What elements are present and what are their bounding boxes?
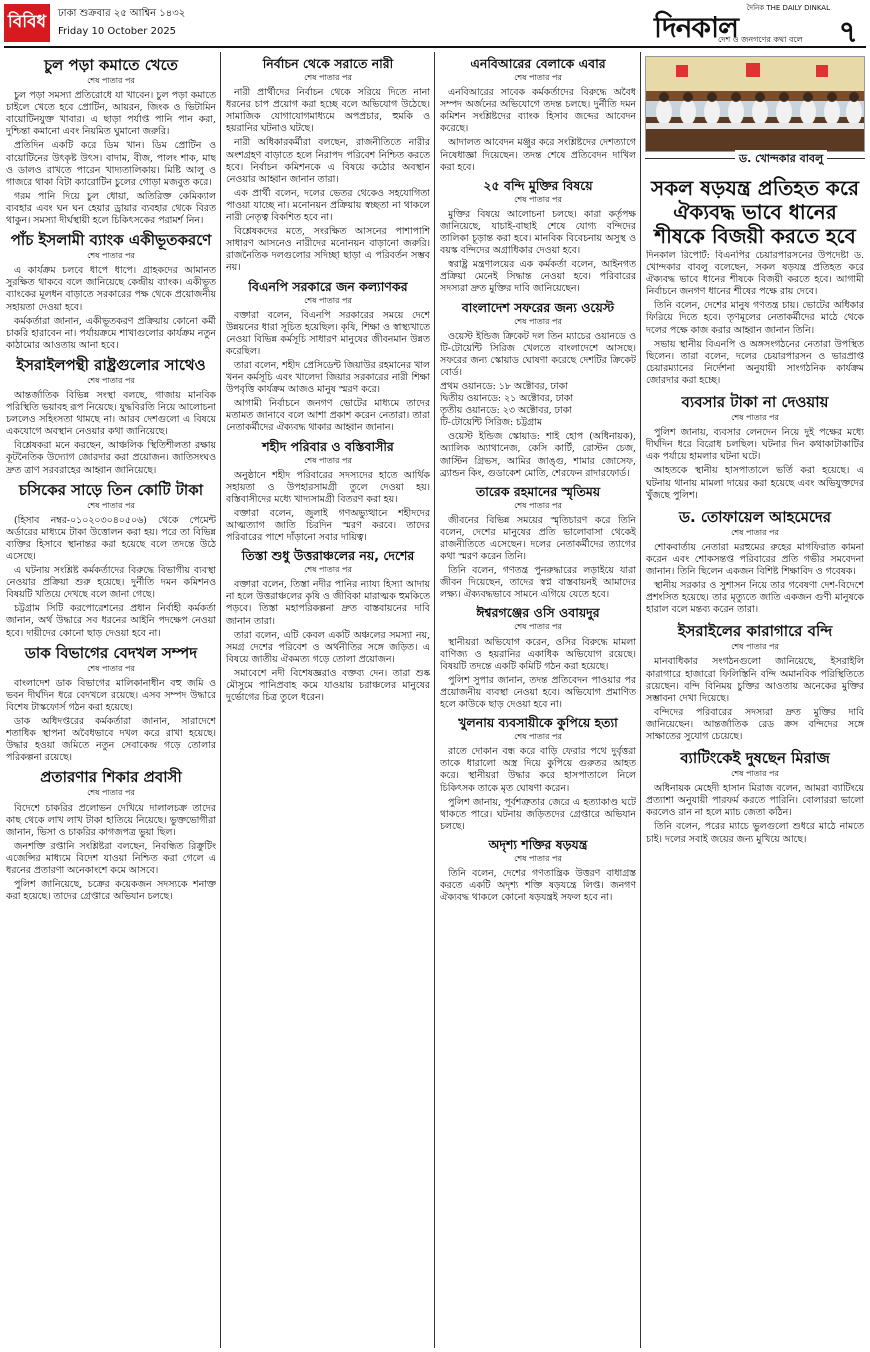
paragraph: পুলিশ জানায়, পূর্বশত্রুতার জেরে এ হত্যাকাণ্ড ঘটে থাকতে পারে। ঘটনায় জড়িতদের গ্রেপ্তারে অভিযান চলছে। [440, 796, 636, 832]
column-divider [640, 52, 641, 1348]
paragraph: তিনি বলেন, পরের ম্যাচে ভুলগুলো শুধরে মাঠে নামতে চাই। দলের সবাই জয়ের জন্য মুখিয়ে আছে। [646, 821, 864, 845]
newspaper-logo: দিনকাল [654, 11, 739, 44]
paragraph: দিনকাল রিপোর্ট: বিএনপির চেয়ারপারসনের উপদেষ্টা ড. খোন্দকার বাবলু বলেছেন, সকল ষড়যন্ত্র প্রতিহত করে ঐক্যবদ্ধ ভাবে ধানের শীষকে বিজয়ী করতে হবে। আগামী নির্বাচনে জনগণ ধানের শীষের পক্ষে রায় দেবে। [646, 250, 864, 298]
paragraph: স্থানীয় সরকার ও সুশাসন নিয়ে তার গবেষণা দেশ-বিদেশে প্রশংসিত হয়েছে। তার মৃত্যুতে জাতি একজন গুণী মানুষকে হারাল বলে মন্তব্য করেন তারা। [646, 580, 864, 616]
paragraph: কর্মকর্তারা জানান, একীভূতকরণ প্রক্রিয়ায় কোনো কর্মী চাকরি হারাবেন না। পর্যায়ক্রমে শাখাগুলোর কার্যক্রম নতুন কাঠামোর আওতায় আনা হবে। [6, 315, 216, 351]
paragraph: ওয়েস্ট ইন্ডিজ ক্রিকেট দল তিন ম্যাচের ওয়ানডে ও টি-টোয়েন্টি সিরিজ খেলতে বাংলাদেশে আসছে। সফরের জন্য স্কোয়াড ঘোষণা করেছে দেশটির ক্রিকেট বোর্ড। [440, 330, 636, 378]
paragraph: বক্তারা বলেন, বিএনপি সরকারের সময়ে দেশে উন্নয়নের ধারা সূচিত হয়েছিল। কৃষি, শিক্ষা ও স্বাস্থ্যখাতে নেওয়া বিভিন্ন কর্মসূচি সাধারণ মানুষের জীবনমান উন্নত করেছিল। [226, 309, 430, 357]
section-label: বিবিধ [4, 4, 50, 42]
paragraph: তিনি বলেন, গণতন্ত্র পুনরুদ্ধারের লড়াইয়ে যারা জীবন দিয়েছেন, তাদের স্বপ্ন বাস্তবায়নই আমাদের লক্ষ্য। ঐক্যবদ্ধভাবে সামনে এগিয়ে যেতে হবে। [440, 565, 636, 601]
headline: এনবিআরের বেলাকে এবার [470, 56, 606, 71]
paragraph: আগামী নির্বাচনে জনগণ ভোটের মাধ্যমে তাদের মতামত জানাবে বলে আশা প্রকাশ করেন নেতারা। তারা নেতাকর্মীদের ঐক্যবদ্ধ থাকার আহ্বান জানান। [226, 398, 430, 434]
continued-label: শেষ পাতার পর [304, 565, 352, 575]
paragraph: তিনি বলেন, দেশের গণতান্ত্রিক উত্তরণ বাধাগ্রস্ত করতে একটি অদৃশ্য শক্তি ষড়যন্ত্রে লিপ্ত। জনগণ ঐক্যবদ্ধ থাকলে কোনো ষড়যন্ত্রই সফল হবে না। [440, 867, 636, 904]
page-number: ৭ [838, 15, 858, 50]
newspaper-slogan: দেশ ও জনগণের কথা বলে [718, 35, 803, 44]
paragraph: তারা বলেন, শহীদ প্রেসিডেন্ট জিয়াউর রহমানের খাল খনন কর্মসূচি এবং খালেদা জিয়ার সরকারের নারী শিক্ষা উপবৃত্তি কার্যক্রম আজও মানুষ স্মরণ করে। [226, 359, 430, 396]
paragraph: বক্তারা বলেন, জুলাই গণঅভ্যুত্থানে শহীদদের আত্মত্যাগ জাতি চিরদিন স্মরণ করবে। তাদের পরিবারের পাশে দাঁড়ানো সবার দায়িত্ব। [226, 507, 430, 544]
headline: ঈশ্বরগঞ্জের ওসি ওবায়দুর [476, 605, 600, 621]
headline: তারেক রহমানের স্মৃতিময় [475, 483, 601, 499]
paragraph: আদালত আবেদন মঞ্জুর করে সংশ্লিষ্টদের দেশত্যাগে নিষেধাজ্ঞা দিয়েছেন। তদন্ত শেষে প্রতিবেদন দাখিল করা হবে। [440, 137, 636, 173]
photo-illustration [646, 57, 865, 152]
paragraph: ডাক অধিদপ্তরের কর্মকর্তারা জানান, সারাদেশে শতাধিক স্থাপনা অবৈধভাবে দখল করে রাখা হয়েছে। উদ্ধার হওয়া জমিতে নতুন সেবাকেন্দ্র গড়ে তোলার পরিকল্পনা রয়েছে। [6, 716, 216, 764]
paragraph: গরম পানি দিয়ে চুল ধোয়া, অতিরিক্ত কেমিক্যাল ব্যবহার এবং ঘন ঘন হেয়ার ড্রায়ার ব্যবহার থেকে বিরত থাকুন। সমস্যা দীর্ঘস্থায়ী হলে চিকিৎসকের পরামর্শ নিন। [6, 190, 216, 227]
date-bangla: ঢাকা শুক্রবার ২৫ আশ্বিন ১৪৩২ [58, 8, 186, 19]
column-divider [220, 52, 221, 1348]
brand-tag: দৈনিক THE DAILY DINKAL [746, 4, 830, 12]
paragraph: পুলিশ সুপার জানান, তদন্ত প্রতিবেদন পাওয়ার পর প্রয়োজনীয় ব্যবস্থা নেওয়া হবে। অভিযোগ প্রমাণিত হলে কাউকে ছাড় দেওয়া হবে না। [440, 674, 636, 711]
date-english: Friday 10 October 2025 [58, 26, 177, 37]
paragraph: নারী প্রার্থীদের নির্বাচন থেকে সরিয়ে দিতে নানা ধরনের চাপ প্রয়োগ করা হচ্ছে বলে অভিযোগ উঠেছে। সামাজিক যোগাযোগমাধ্যমে অপপ্রচার, হুমকি ও হয়রানির ঘটনাও ঘটছে। [226, 87, 430, 135]
continued-label: শেষ পাতার পর [87, 76, 135, 85]
paragraph: আহতকে স্থানীয় হাসপাতালে ভর্তি করা হয়েছে। এ ঘটনায় থানায় মামলা দায়ের করা হয়েছে এবং অভিযুক্তদের খুঁজছে পুলিশ। [646, 465, 864, 501]
headline: শহীদ পরিবার ও বস্তিবাসীর [262, 438, 394, 454]
column-4 [646, 250, 864, 1346]
headline: ইসরাইলপন্থী রাষ্ট্রগুলোর সাথেও [16, 355, 206, 374]
continued-label: শেষ পাতার পর [731, 642, 779, 652]
continued-label: শেষ পাতার পর [304, 73, 352, 82]
paragraph: মুক্তির বিষয়ে আলোচনা চলছে। কারা কর্তৃপক্ষ জানিয়েছে, যাচাই-বাছাই শেষে যোগ্য বন্দিদের তালিকা চূড়ান্ত করা হবে। মানবিক বিবেচনায় অসুস্থ ও বয়স্ক বন্দিদের অগ্রাধিকার দেওয়া হবে। [440, 208, 636, 257]
paragraph: পুলিশ জানিয়েছে, চক্রের কয়েকজন সদস্যকে শনাক্ত করা হয়েছে। তাদের গ্রেপ্তারে অভিযান চলছে। [6, 879, 216, 903]
continued-label: শেষ পাতার পর [514, 732, 562, 742]
paragraph: আন্তর্জাতিক বিভিন্ন সংস্থা বলছে, গাজায় মানবিক পরিস্থিতি ভয়াবহ রূপ নিয়েছে। যুদ্ধবিরতি নিয়ে আলোচনা চললেও সহিংসতা থামছে না। আরব দেশগুলো এ বিষয়ে একযোগে অবস্থান নেওয়ার কথা জানিয়েছে। [6, 389, 216, 438]
paragraph: চুল পড়া সমস্যা প্রতিরোধে যা খাবেন। চুল পড়া কমাতে চাইলে খেতে হবে প্রোটিন, আয়রন, জিংক ও ভিটামিন বায়োটিনযুক্ত খাবার। এ ছাড়া পর্যাপ্ত পানি পান করা, দুশ্চিন্তা কমানো এবং নিয়মিত ঘুমানো জরুরি। [6, 90, 216, 138]
lead-headline: সকল ষড়যন্ত্র প্রতিহত করে ঐক্যবদ্ধ ভাবে ধানের শীষকে বিজয়ী করতে হবে [651, 176, 859, 248]
headline: চুল পড়া কমাতে খেতে [44, 56, 178, 74]
match-schedule: প্রথম ওয়ানডে: ১৮ অক্টোবর, ঢাকা দ্বিতীয় ওয়ানডে: ২১ অক্টোবর, ঢাকা তৃতীয় ওয়ানডে: ২৩ অক্টোবর, ঢাকা টি-টোয়েন্টি সিরিজ: চট্টগ্রাম [440, 380, 574, 429]
paragraph: এ ঘটনায় সংশ্লিষ্ট কর্মকর্তাদের বিরুদ্ধে বিভাগীয় ব্যবস্থা নেওয়ার প্রক্রিয়া শুরু হয়েছে। দুর্নীতি দমন কমিশনও বিষয়টি খতিয়ে দেখছে বলে জানা গেছে। [6, 565, 216, 601]
dateline [58, 6, 185, 37]
headline: পাঁচ ইসলামী ব্যাংক একীভূতকরণে [10, 231, 212, 250]
headline: বাংলাদেশ সফরের জন্য ওয়েস্ট [461, 299, 615, 315]
paragraph: এ কার্যক্রম চলবে ধাপে ধাপে। গ্রাহকদের আমানত সুরক্ষিত থাকবে বলে জানিয়েছে কেন্দ্রীয় ব্যাংক। একীভূত ব্যাংকের মূলধন বাড়াতে সরকারের পক্ষ থেকে প্রয়োজনীয় সহায়তা দেওয়া হবে। [6, 265, 216, 313]
paragraph: সমাবেশে নদী বিশেষজ্ঞরাও বক্তব্য দেন। তারা শুষ্ক মৌসুমে পানিপ্রবাহ কমে যাওয়ায় চরাঞ্চলের মানুষের দুর্ভোগের চিত্র তুলে ধরেন। [226, 667, 430, 704]
paragraph: মানবাধিকার সংগঠনগুলো জানিয়েছে, ইসরাইলি কারাগারে হাজারো ফিলিস্তিনি বন্দি অমানবিক পরিস্থিতিতে রয়েছেন। বন্দি বিনিময় চুক্তির আওতায় অনেকের মুক্তির সম্ভাবনা দেখা দিয়েছে। [646, 656, 864, 704]
paragraph: প্রতিদিন একটি করে ডিম খান। ডিম প্রোটিন ও বায়োটিনের উৎকৃষ্ট উৎস। বাদাম, বীজ, পালং শাক, মাছ ও ডালও রাখতে পারেন খাদ্যতালিকায়। মিষ্টি আলু ও গাজরে থাকা বিটা ক্যারোটিন চুলের গোড়া মজবুত করে। [6, 140, 216, 188]
paragraph: এক প্রার্থী বলেন, দলের ভেতর থেকেও সহযোগিতা পাওয়া যাচ্ছে না। মনোনয়ন প্রক্রিয়ায় স্বচ্ছতা না থাকলে নারী নেতৃত্ব বিকশিত হবে না। [226, 187, 430, 224]
paragraph: এনবিআরের সাবেক কর্মকর্তাদের বিরুদ্ধে অবৈধ সম্পদ অর্জনের অভিযোগে তদন্ত চলছে। দুর্নীতি দমন কমিশন সংশ্লিষ্টদের ব্যাংক হিসাব জব্দের আবেদন করেছে। [440, 87, 636, 135]
paragraph: অনুষ্ঠানে শহীদ পরিবারের সদস্যদের হাতে আর্থিক সহায়তা ও উপহারসামগ্রী তুলে দেওয়া হয়। বস্তিবাসীদের মধ্যে খাদ্যসামগ্রী বিতরণ করা হয়। [226, 469, 430, 505]
continued-label: শেষ পাতার পর [304, 455, 352, 465]
continued-label: শেষ পাতার পর [514, 853, 562, 863]
headline: খুলনায় ব্যবসায়ীকে কুপিয়ে হত্যা [458, 715, 618, 731]
column-3 [440, 56, 636, 1346]
headline: ডাক বিভাগের বেদখল সম্পদ [24, 643, 198, 662]
paragraph: পুলিশ জানায়, ব্যবসার লেনদেন নিয়ে দুই পক্ষের মধ্যে দীর্ঘদিন ধরে বিরোধ চলছিল। ঘটনার দিন কথাকাটাকাটির এক পর্যায়ে হামলার ঘটনা ঘটে। [646, 427, 864, 463]
headline: প্রতারণার শিকার প্রবাসী [40, 768, 182, 787]
masthead [4, 2, 866, 48]
continued-label: শেষ পাতার পর [87, 375, 135, 385]
news-photo [645, 56, 865, 152]
paragraph: বিদেশে চাকরির প্রলোভন দেখিয়ে দালালচক্র তাদের কাছ থেকে লাখ লাখ টাকা হাতিয়ে নিয়েছে। ভুক্তভোগীরা জানান, ভিসা ও চাকরির কাগজপত্র ভুয়া ছিল। [6, 802, 216, 838]
headline: বিএনপি সরকারে জন কল্যাণকর [248, 278, 408, 294]
paragraph: বাংলাদেশ ডাক বিভাগের মালিকানাধীন বহু জমি ও ভবন দীর্ঘদিন ধরে বেদখলে রয়েছে। এসব সম্পদ উদ্ধারে বিশেষ টাস্কফোর্স গঠন করা হয়েছে। [6, 677, 216, 713]
continued-label: শেষ পাতার পর [514, 622, 562, 632]
paragraph: তারা বলেন, এটি কেবল একটি অঞ্চলের সমস্যা নয়, সমগ্র দেশের পরিবেশ ও অর্থনীতির সঙ্গে জড়িত। এ বিষয়ে জাতীয় ঐকমত্য গড়ে তোলা প্রয়োজন। [226, 629, 430, 665]
continued-label: শেষ পাতার পর [731, 413, 779, 423]
paragraph: শোকবার্তায় নেতারা মরহুমের রুহের মাগফিরাত কামনা করেন এবং শোকসন্তপ্ত পরিবারের প্রতি গভীর সমবেদনা জানান। তিনি ছিলেন একজন বিশিষ্ট শিক্ষাবিদ ও গবেষক। [646, 541, 864, 577]
paragraph: জীবনের বিভিন্ন সময়ের স্মৃতিচারণ করে তিনি বলেন, দেশের মানুষের প্রতি ভালোবাসা থেকেই রাজনীতিতে এসেছেন। দলের নেতাকর্মীদের ত্যাগের কথা স্মরণ করেন তিনি। [440, 514, 636, 563]
headline: ২৫ বন্দি মুক্তির বিষয়ে [483, 177, 593, 193]
paragraph: চট্টগ্রাম সিটি করপোরেশনের প্রধান নির্বাহী কর্মকর্তা জানান, অর্থ উদ্ধারে সব ধরনের আইনি পদক্ষেপ নেওয়া হবে। দায়ীদের কোনো ছাড় দেওয়া হবে না। [6, 603, 216, 639]
continued-label: শেষ পাতার পর [87, 788, 135, 798]
headline: ইসরাইলের কারাগারে বন্দি [677, 622, 833, 641]
continued-label: শেষ পাতার পর [514, 73, 562, 82]
paragraph: (হিসাব নম্বর-০১০২০৩০৪০৫০৬) থেকে পেমেন্ট অর্ডারের মাধ্যমে টাকা উত্তোলন করা হয়। পরে তা বিভিন্ন ব্যক্তির হিসাবে স্থানান্তর করা হয়েছে বলে তদন্তে উঠে এসেছে। [6, 514, 216, 562]
paragraph: নারী অধিকারকর্মীরা বলছেন, রাজনীতিতে নারীর অংশগ্রহণ বাড়াতে হলে নিরাপদ পরিবেশ নিশ্চিত করতে হবে। নির্বাচন কমিশনকে এ বিষয়ে কঠোর অবস্থান নেওয়ার আহ্বান জানান তারা। [226, 137, 430, 185]
column-1 [6, 56, 216, 1346]
paragraph: বন্দিদের পরিবারের সদস্যরা দ্রুত মুক্তির দাবি জানিয়েছেন। আন্তর্জাতিক রেড ক্রস বন্দিদের সঙ্গে সাক্ষাতের সুযোগ চেয়েছে। [646, 706, 864, 742]
paragraph: সভায় স্থানীয় বিএনপি ও অঙ্গসংগঠনের নেতারা উপস্থিত ছিলেন। তারা বলেন, দলের চেয়ারপারসন ও ভারপ্রাপ্ত চেয়ারম্যানের নির্দেশনা অনুযায়ী সাংগঠনিক কার্যক্রম জোরদার করা হচ্ছে। [646, 338, 864, 386]
continued-label: শেষ পাতার পর [731, 527, 779, 537]
continued-label: শেষ পাতার পর [87, 663, 135, 673]
paragraph: অধিনায়ক মেহেদী হাসান মিরাজ বলেন, আমরা ব্যাটিংয়ে প্রত্যাশা অনুযায়ী পারফর্ম করতে পারিনি। বোলাররা ভালো করলেও রান না হলে ম্যাচ জেতা কঠিন। [646, 783, 864, 819]
headline: ড. তোফায়েল আহমেদের [678, 507, 832, 526]
headline: ব্যাটিংকেই দুষছেন মিরাজ [680, 749, 830, 768]
newspaper-brand [654, 2, 834, 46]
continued-label: শেষ পাতার পর [87, 500, 135, 510]
headline: তিস্তা শুধু উত্তরাঞ্চলের নয়, দেশের [241, 548, 415, 564]
column-divider [434, 52, 435, 1348]
paragraph: বিশ্লেষকরা মনে করছেন, আঞ্চলিক স্থিতিশীলতা রক্ষায় কূটনৈতিক উদ্যোগ জোরদার করা প্রয়োজন। জাতিসংঘও দ্রুত ত্রাণ সরবরাহের আহ্বান জানিয়েছে। [6, 440, 216, 476]
column-2 [226, 56, 430, 1346]
headline: ব্যবসার টাকা না দেওয়ায় [681, 393, 829, 412]
continued-label: শেষ পাতার পর [731, 769, 779, 779]
continued-label: শেষ পাতার পর [514, 316, 562, 326]
byline: ড. খোন্দকার বাবলু [735, 150, 827, 169]
continued-label: শেষ পাতার পর [304, 295, 352, 305]
paragraph: বক্তারা বলেন, তিস্তা নদীর পানির ন্যায্য হিস্যা আদায় না হলে উত্তরাঞ্চলের কৃষি ও জীবিকা মারাত্মক হুমকিতে পড়বে। তিস্তা মহাপরিকল্পনা দ্রুত বাস্তবায়নের দাবি জানান তারা। [226, 579, 430, 627]
continued-label: শেষ পাতার পর [87, 251, 135, 261]
headline: অদৃশ্য শক্তির ষড়যন্ত্র [488, 836, 588, 852]
paragraph: স্বরাষ্ট্র মন্ত্রণালয়ের এক কর্মকর্তা বলেন, আইনগত প্রক্রিয়া মেনেই সিদ্ধান্ত নেওয়া হবে। পরিবারের সদস্যরা দ্রুত মুক্তির দাবি জানিয়েছেন। [440, 259, 636, 295]
paragraph: রাতে দোকান বন্ধ করে বাড়ি ফেরার পথে দুর্বৃত্তরা তাকে ধারালো অস্ত্র দিয়ে কুপিয়ে গুরুতর আহত করে। স্থানীয়রা উদ্ধার করে হাসপাতালে নিলে চিকিৎসক তাকে মৃত ঘোষণা করেন। [440, 746, 636, 794]
paragraph: জনশক্তি রপ্তানি সংশ্লিষ্টরা বলছেন, নিবন্ধিত রিক্রুটিং এজেন্সির মাধ্যমে বিদেশ যাওয়া নিশ্চিত করা গেলে এ ধরনের প্রতারণা অনেকাংশে কমে আসবে। [6, 840, 216, 876]
paragraph: বিশ্লেষকদের মতে, সংরক্ষিত আসনের পাশাপাশি সাধারণ আসনেও নারীদের মনোনয়ন বাড়ানো জরুরি। রাজনৈতিক দলগুলোর সদিচ্ছা ছাড়া এ পরিবর্তন সম্ভব নয়। [226, 226, 430, 274]
paragraph: স্থানীয়রা অভিযোগ করেন, ওসির বিরুদ্ধে মামলা বাণিজ্য ও হয়রানির একাধিক অভিযোগ রয়েছে। বিষয়টি তদন্তে একটি কমিটি গঠন করা হয়েছে। [440, 636, 636, 672]
continued-label: শেষ পাতার পর [514, 194, 562, 204]
paragraph: ওয়েস্ট ইন্ডিজ স্কোয়াড: শাই হোপ (অধিনায়ক), অ্যালিক অ্যাথানেজ, কেসি কার্টি, রোস্টন চেজ, জাস্টিন গ্রিভস, আমির জাঙ্গু, শামার জোসেফ, ব্র্যান্ডন কিং, গুডাকেশ মোতি, শেরফেন রাদারফোর্ড। [440, 431, 636, 479]
paragraph: তিনি বলেন, দেশের মানুষ গণতন্ত্র চায়। ভোটের অধিকার ফিরিয়ে দিতে হবে। তৃণমূলের নেতাকর্মীদের মাঠে থেকে দলের পক্ষে কাজ করার আহ্বান জানান তিনি। [646, 300, 864, 336]
headline: চসিকের সাড়ে তিন কোটি টাকা [18, 480, 204, 499]
headline: নির্বাচন থেকে সরাতে নারী [262, 56, 394, 71]
continued-label: শেষ পাতার পর [514, 500, 562, 510]
